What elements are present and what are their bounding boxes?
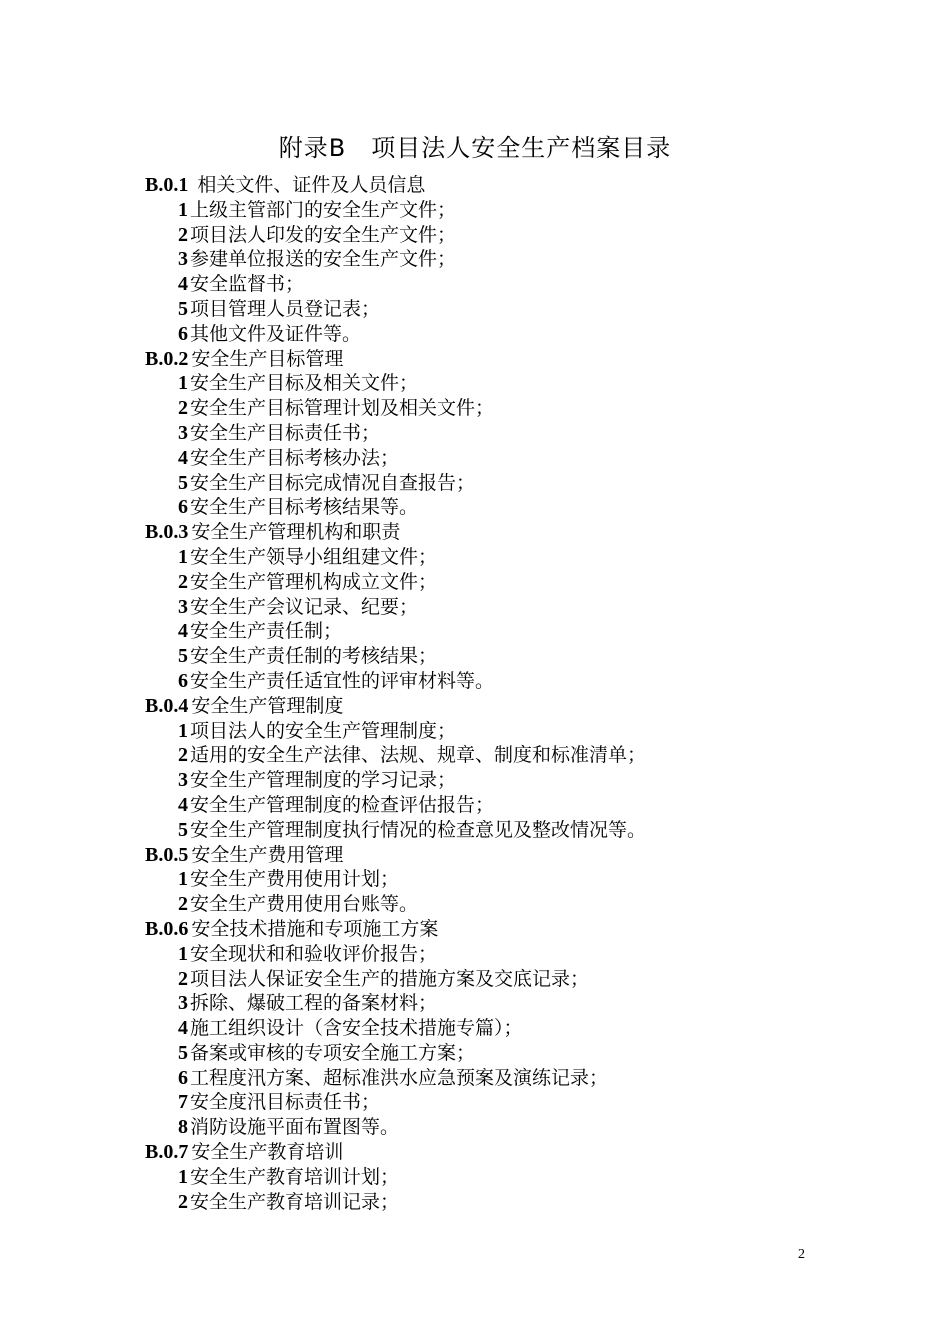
list-item bbox=[145, 991, 905, 1016]
item-number: 1 bbox=[178, 868, 188, 891]
item-number: 3 bbox=[178, 248, 188, 271]
section-title: 相关文件、证件及人员信息 bbox=[191, 174, 426, 196]
page-title: 附录B 项目法人安全生产档案目录 bbox=[278, 134, 672, 162]
item-number: 1 bbox=[178, 198, 188, 221]
list-item bbox=[145, 371, 905, 396]
list-item bbox=[145, 619, 905, 644]
section-heading bbox=[145, 1140, 905, 1165]
list-item bbox=[145, 719, 905, 744]
list-item bbox=[145, 1016, 905, 1041]
section-number: B.0.4 bbox=[145, 694, 189, 717]
list-item bbox=[145, 247, 905, 272]
section-number: B.0.3 bbox=[145, 521, 189, 544]
item-text: 安全生产目标及相关文件； bbox=[190, 372, 419, 395]
list-item bbox=[145, 867, 905, 892]
item-text: 安全生产费用使用计划； bbox=[190, 868, 400, 891]
section-title: 安全生产目标管理 bbox=[191, 347, 344, 370]
section-number: B.0.1 bbox=[145, 174, 189, 196]
item-number: 5 bbox=[178, 297, 188, 320]
item-number: 4 bbox=[178, 793, 188, 816]
item-text: 安全生产目标管理计划及相关文件； bbox=[190, 397, 495, 420]
section-heading bbox=[145, 173, 905, 198]
list-item bbox=[145, 446, 905, 471]
section-number: B.0.2 bbox=[145, 347, 189, 370]
list-item bbox=[145, 198, 905, 223]
item-text: 安全生产责任制的考核结果； bbox=[190, 645, 438, 668]
item-number: 4 bbox=[178, 1017, 188, 1040]
list-item bbox=[145, 793, 905, 818]
list-item bbox=[145, 942, 905, 967]
list-item bbox=[145, 495, 905, 520]
item-number: 6 bbox=[178, 496, 188, 519]
archive-catalog bbox=[145, 173, 905, 1214]
list-item bbox=[145, 1066, 905, 1091]
item-number: 8 bbox=[178, 1116, 188, 1139]
item-text: 安全生产目标责任书； bbox=[190, 421, 381, 444]
item-number: 1 bbox=[178, 545, 188, 568]
list-item bbox=[145, 967, 905, 992]
item-number: 1 bbox=[178, 1165, 188, 1188]
section-title: 安全生产费用管理 bbox=[191, 843, 344, 866]
section-number: B.0.5 bbox=[145, 843, 189, 866]
item-number: 6 bbox=[178, 669, 188, 692]
item-number: 2 bbox=[178, 223, 188, 246]
section-heading bbox=[145, 843, 905, 868]
list-item bbox=[145, 545, 905, 570]
item-number: 5 bbox=[178, 1041, 188, 1064]
item-text: 项目法人的安全生产管理制度； bbox=[190, 719, 457, 742]
item-number: 2 bbox=[178, 397, 188, 420]
section-title: 安全生产管理机构和职责 bbox=[191, 521, 401, 544]
item-text: 参建单位报送的安全生产文件； bbox=[190, 248, 457, 271]
item-number: 6 bbox=[178, 1066, 188, 1089]
item-text: 安全生产管理机构成立文件； bbox=[190, 570, 438, 593]
list-item bbox=[145, 421, 905, 446]
item-text: 安全生产责任制； bbox=[190, 620, 343, 643]
item-text: 安全生产教育培训记录； bbox=[190, 1190, 400, 1213]
item-number: 3 bbox=[178, 421, 188, 444]
item-text: 安全监督书； bbox=[190, 273, 305, 296]
item-number: 3 bbox=[178, 595, 188, 618]
item-number: 2 bbox=[178, 967, 188, 990]
item-number: 2 bbox=[178, 570, 188, 593]
item-text: 项目法人保证安全生产的措施方案及交底记录； bbox=[190, 967, 590, 990]
section-title: 安全生产教育培训 bbox=[191, 1141, 344, 1164]
item-text: 拆除、爆破工程的备案材料； bbox=[190, 992, 438, 1015]
item-text: 安全生产教育培训计划； bbox=[190, 1165, 400, 1188]
item-text: 安全生产会议记录、纪要； bbox=[190, 595, 419, 618]
item-text: 项目管理人员登记表； bbox=[190, 297, 381, 320]
item-text: 安全生产管理制度的学习记录； bbox=[190, 769, 457, 792]
item-text: 项目法人印发的安全生产文件； bbox=[190, 223, 457, 246]
item-text: 安全生产目标考核办法； bbox=[190, 446, 400, 469]
section-number: B.0.7 bbox=[145, 1141, 189, 1164]
list-item bbox=[145, 396, 905, 421]
item-text: 安全度汛目标责任书； bbox=[190, 1091, 381, 1114]
item-number: 1 bbox=[178, 942, 188, 965]
section-title: 安全技术措施和专项施工方案 bbox=[191, 917, 439, 940]
section-heading bbox=[145, 520, 905, 545]
list-item bbox=[145, 669, 905, 694]
item-text: 消防设施平面布置图等。 bbox=[190, 1116, 400, 1139]
item-text: 安全生产管理制度的检查评估报告； bbox=[190, 793, 495, 816]
item-number: 5 bbox=[178, 471, 188, 494]
section-number: B.0.6 bbox=[145, 917, 189, 940]
list-item bbox=[145, 1090, 905, 1115]
item-number: 2 bbox=[178, 1190, 188, 1213]
item-number: 5 bbox=[178, 645, 188, 668]
item-text: 其他文件及证件等。 bbox=[190, 322, 362, 345]
list-item bbox=[145, 1190, 905, 1215]
item-text: 安全生产责任适宜性的评审材料等。 bbox=[190, 669, 495, 692]
item-text: 安全生产管理制度执行情况的检查意见及整改情况等。 bbox=[190, 818, 647, 841]
list-item bbox=[145, 223, 905, 248]
item-text: 备案或审核的专项安全施工方案； bbox=[190, 1041, 476, 1064]
item-number: 2 bbox=[178, 893, 188, 916]
item-number: 4 bbox=[178, 273, 188, 296]
item-text: 适用的安全生产法律、法规、规章、制度和标准清单； bbox=[190, 744, 647, 767]
list-item bbox=[145, 644, 905, 669]
list-item bbox=[145, 1165, 905, 1190]
item-text: 工程度汛方案、超标准洪水应急预案及演练记录； bbox=[190, 1066, 609, 1089]
item-number: 5 bbox=[178, 818, 188, 841]
list-item bbox=[145, 322, 905, 347]
item-text: 安全生产费用使用台账等。 bbox=[190, 893, 419, 916]
section-heading bbox=[145, 347, 905, 372]
item-text: 安全现状和和验收评价报告； bbox=[190, 942, 438, 965]
list-item bbox=[145, 471, 905, 496]
list-item bbox=[145, 272, 905, 297]
item-number: 3 bbox=[178, 992, 188, 1015]
item-text: 安全生产目标考核结果等。 bbox=[190, 496, 419, 519]
item-number: 7 bbox=[178, 1091, 188, 1114]
item-text: 安全生产目标完成情况自查报告； bbox=[190, 471, 476, 494]
item-number: 4 bbox=[178, 620, 188, 643]
page-number: 2 bbox=[798, 1247, 805, 1262]
list-item bbox=[145, 818, 905, 843]
list-item bbox=[145, 1115, 905, 1140]
item-text: 上级主管部门的安全生产文件； bbox=[190, 198, 457, 221]
item-number: 6 bbox=[178, 322, 188, 345]
item-number: 3 bbox=[178, 769, 188, 792]
list-item bbox=[145, 1041, 905, 1066]
item-number: 1 bbox=[178, 372, 188, 395]
list-item bbox=[145, 768, 905, 793]
item-number: 2 bbox=[178, 744, 188, 767]
list-item bbox=[145, 297, 905, 322]
section-title: 安全生产管理制度 bbox=[191, 694, 344, 717]
list-item bbox=[145, 595, 905, 620]
item-text: 施工组织设计（含安全技术措施专篇）； bbox=[190, 1017, 523, 1040]
item-number: 1 bbox=[178, 719, 188, 742]
section-heading bbox=[145, 694, 905, 719]
section-heading bbox=[145, 917, 905, 942]
list-item bbox=[145, 570, 905, 595]
list-item bbox=[145, 892, 905, 917]
item-number: 4 bbox=[178, 446, 188, 469]
item-text: 安全生产领导小组组建文件； bbox=[190, 545, 438, 568]
list-item bbox=[145, 743, 905, 768]
